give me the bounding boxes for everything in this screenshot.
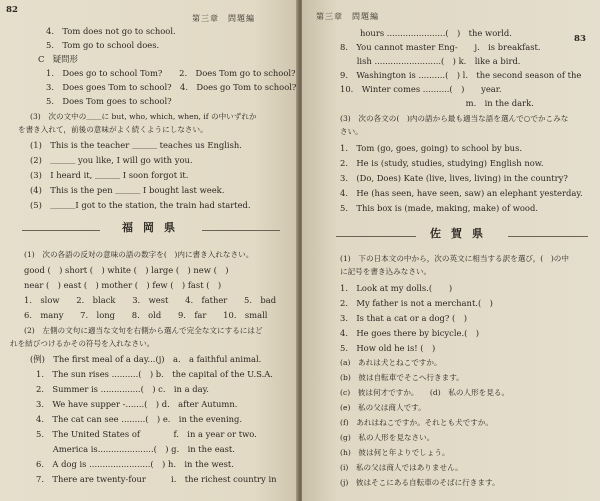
right-page-number: 83 (574, 34, 586, 44)
text-line: 6. A dog is .......................( ) h. in the west. (36, 459, 234, 469)
text-line: 5. Tom go to school does. (46, 40, 160, 50)
text-line: near ( ) east ( ) mother ( ) few ( ) fast ( ) (24, 280, 222, 290)
text-line: (g) 私の人形を見なさい。 (340, 433, 435, 442)
text-line: (1) 下の日本文の中から，次の英文に相当する訳を選び，( )の中 (340, 254, 569, 263)
left-page-number: 82 (6, 5, 18, 15)
text-line: (1) 次の各語の反対の意味の語の数字を( )内に書き入れなさい。 (24, 250, 254, 259)
text-line: を書き入れて，前後の意味がよく続くようにしなさい。 (18, 125, 208, 134)
text-line: 3. We have supper -.......( ) d. after Autumn. (36, 399, 238, 409)
text-line: 2. He is (study, studies, studying) English now. (340, 158, 544, 168)
text-line: C 疑問形 (38, 54, 78, 64)
text-line: (3) 次の各文の( )内の語から最も適当な語を選んで○でかこみな (340, 114, 569, 123)
section-rule (202, 230, 280, 231)
text-line: 3. Is that a cat or a dog? ( ) (340, 313, 467, 323)
text-line: 5. This box is (made, making, make) of wood. (340, 203, 538, 213)
text-line: (例) The first meal of a day...(j) a. a faithful animal. (30, 354, 262, 364)
text-line: (2) ＿＿＿ you like, I will go with you. (30, 155, 193, 165)
text-line: (4) This is the pen ＿＿＿ I bought last week. (30, 185, 225, 195)
text-line: (b) 彼は自転車でそこへ行きます。 (340, 373, 464, 382)
left-page (0, 0, 298, 501)
text-line: 1. Look at my dolls.( ) (340, 283, 453, 293)
left-running-head: 第三章 問題編 (192, 14, 255, 23)
text-line: (5) ＿＿＿I got to the station, the train had started. (30, 200, 251, 210)
text-line: (h) 彼は何と年よりでしょう。 (340, 448, 450, 457)
text-line: (a) あれは犬とねこですか。 (340, 358, 442, 367)
text-line: lish .........................( ) k. like a bird. (340, 56, 521, 66)
text-line: 6. many 7. long 8. old 9. far 10. small (24, 310, 268, 320)
text-line: 4. He (has seen, have seen, saw) an elephant yesterday. (340, 188, 583, 198)
text-line: (2) 左側の文句に適当な文句を右側から選んで完全な文にするにはど (24, 326, 263, 335)
text-line: (3) 次の文中の＿＿に but, who, which, when, if の中いずれか (30, 112, 257, 121)
prefecture-heading: 福岡県 (122, 221, 185, 234)
section-rule (336, 236, 416, 237)
text-line: 7. There are twenty-four i. the richest country in (36, 474, 277, 484)
text-line: 2. My father is not a merchant.( ) (340, 298, 493, 308)
text-line: m. in the dark. (340, 98, 534, 108)
text-line: 3. (Do, Does) Kate (live, lives, living) in the country? (340, 173, 568, 183)
text-line: 2. Summer is ...............( ) c. in a day. (36, 384, 209, 394)
prefecture-heading: 佐賀県 (430, 227, 493, 240)
text-line: に記号を書き込みなさい。 (340, 267, 432, 276)
text-line: 10. Winter comes ..........( ) year. (340, 84, 502, 94)
text-line: 1. The sun rises ..........( ) b. the capital of the U.S.A. (36, 369, 273, 379)
text-line: 4. Tom does not go to school. (46, 26, 176, 36)
text-line: hours ......................( ) the world. (360, 28, 512, 38)
text-line: 3. Does goes Tom to school? 4. Does go Tom to school? (46, 82, 297, 92)
text-line: good ( ) short ( ) white ( ) large ( ) new ( ) (24, 265, 229, 275)
text-line: (3) I heard it, ＿＿＿ I soon forgot it. (30, 170, 189, 180)
text-line: 5. The United States of f. in a year or two. (36, 429, 257, 439)
right-running-head: 第三章 問題編 (316, 12, 379, 21)
text-line: 1. slow 2. black 3. west 4. father 5. bad (24, 295, 277, 305)
text-line: (e) 私の父は商人です。 (340, 403, 426, 412)
text-line: (c) 彼は何才ですか。 (d) 私の人形を見る。 (340, 388, 510, 397)
text-line: (1) This is the teacher ＿＿＿ teaches us English. (30, 140, 242, 150)
text-line: (j) 彼はそこにある自転車のそばに行きます。 (340, 478, 500, 487)
text-line: (i) 私の父は商人ではありません。 (340, 463, 463, 472)
text-line: America is.....................( ) g. in the east. (36, 444, 235, 454)
text-line: 8. You cannot master Eng- j. is breakfast. (340, 42, 541, 52)
text-line: 1. Does go to school Tom? 2. Does Tom go to school? (46, 68, 296, 78)
text-line: 9. Washington is ..........( ) l. the second season of the (340, 70, 582, 80)
text-line: 4. The cat can see .........( ) e. in the evening. (36, 414, 243, 424)
section-rule (22, 230, 100, 231)
right-page (302, 0, 600, 501)
text-line: 5. How old he is! ( ) (340, 343, 436, 353)
section-rule (508, 236, 588, 237)
text-line: (f) あれはねこですか。それとも犬ですか。 (340, 418, 494, 427)
text-line: さい。 (340, 127, 363, 136)
text-line: れを結びつけるかその符号を入れなさい。 (10, 339, 155, 348)
text-line: 5. Does Tom goes to school? (46, 96, 172, 106)
text-line: 4. He goes there by bicycle.( ) (340, 328, 480, 338)
text-line: 1. Tom (go, goes, going) to school by bus. (340, 143, 523, 153)
